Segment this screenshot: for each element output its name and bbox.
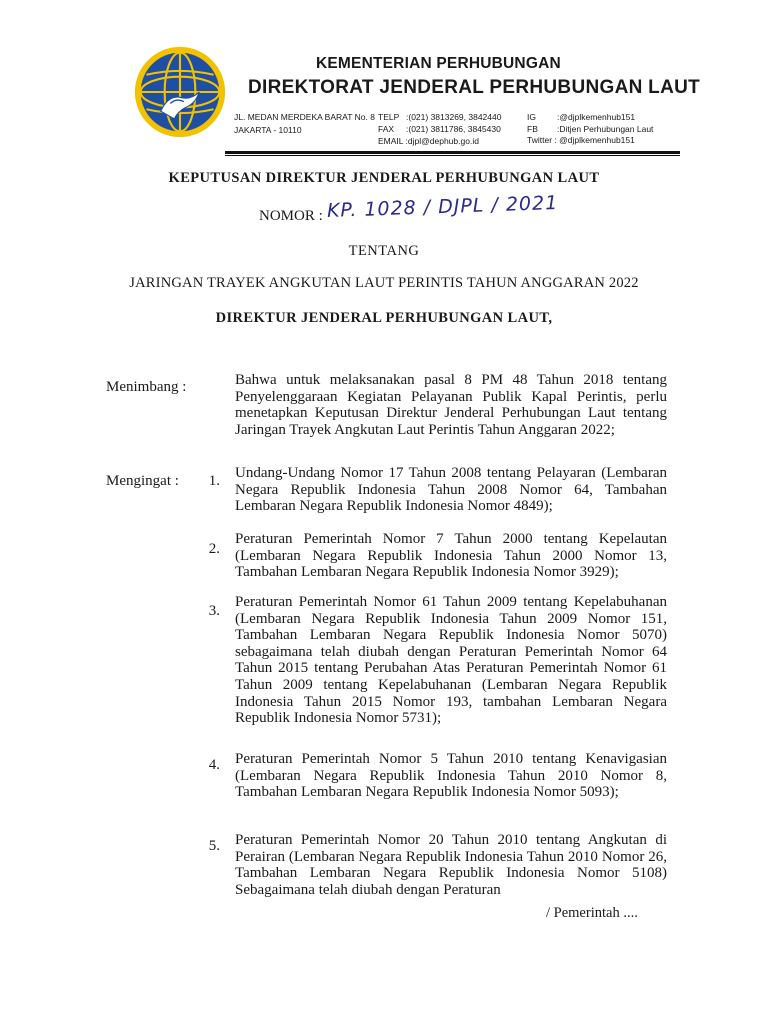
list-item: Undang-Undang Nomor 17 Tahun 2008 tentang Pelayaran (Lembaran Negara Republik Indonesia Tahun 2008 Nomor 64, Tambahan Lembaran Negara Republik Indonesia Nomor 4849); xyxy=(235,465,667,515)
list-item-number: 5. xyxy=(208,838,220,854)
list-item-number: 2. xyxy=(208,541,220,557)
list-item: Peraturan Pemerintah Nomor 20 Tahun 2010 tentang Angkutan di Perairan (Lembaran Negara Republik Indonesia Tahun 2010 Nomor 26, Tambahan Lembaran Negara Republik Indonesia Nomor 5108) Sebagaimana telah diubah dengan Peraturan xyxy=(235,832,667,898)
mengingat-label: Mengingat : xyxy=(106,473,179,489)
telp-label: TELP xyxy=(378,112,400,122)
directorate-name: DIREKTORAT JENDERAL PERHUBUNGAN LAUT xyxy=(248,77,701,98)
letterhead-divider-thin xyxy=(225,155,680,156)
letterhead-divider-thick xyxy=(225,151,680,154)
address-line-2: JAKARTA - 10110 xyxy=(234,125,302,135)
facebook-value: :Ditjen Perhubungan Laut xyxy=(557,124,654,134)
facebook-label: FB xyxy=(527,124,538,134)
nomor-handwritten-value: KP. 1028 / DJPL / 2021 xyxy=(326,191,559,222)
twitter-contact: Twitter : @djplkemenhub151 xyxy=(527,135,635,145)
list-item-number: 3. xyxy=(208,603,220,619)
decree-subject: JARINGAN TRAYEK ANGKUTAN LAUT PERINTIS TAHUN ANGGARAN 2022 xyxy=(129,275,639,291)
list-item: Peraturan Pemerintah Nomor 7 Tahun 2000 tentang Kepelautan (Lembaran Negara Republik Indonesia Tahun 2000 Nomor 13, Tambahan Lembaran Negara Republik Indonesia Nomor 3929); xyxy=(235,531,667,581)
nomor-label: NOMOR : xyxy=(259,208,323,224)
instagram-label: IG xyxy=(527,112,536,122)
instagram-value: :@djplkemenhub151 xyxy=(557,112,636,122)
ministry-name: KEMENTERIAN PERHUBUNGAN xyxy=(316,55,561,72)
fax-label: FAX xyxy=(378,124,395,134)
menimbang-label: Menimbang : xyxy=(106,379,187,395)
telp-value: :(021) 3813269, 3842440 xyxy=(406,112,502,122)
director-heading: DIREKTUR JENDERAL PERHUBUNGAN LAUT, xyxy=(215,310,553,326)
page-continuation: / Pemerintah .... xyxy=(546,905,638,921)
ministry-logo-icon xyxy=(132,44,228,140)
decree-title: KEPUTUSAN DIREKTUR JENDERAL PERHUBUNGAN LAUT xyxy=(168,170,600,186)
email-contact: EMAIL :djpl@dephub.go.id xyxy=(378,136,479,146)
address-line-1: JL. MEDAN MERDEKA BARAT No. 8 xyxy=(234,112,375,122)
list-item-number: 1. xyxy=(208,473,220,489)
list-item: Peraturan Pemerintah Nomor 5 Tahun 2010 tentang Kenavigasian (Lembaran Negara Republik Indonesia Tahun 2010 Nomor 8, Tambahan Lembaran Negara Republik Indonesia Nomor 5093); xyxy=(235,751,667,801)
menimbang-text: Bahwa untuk melaksanakan pasal 8 PM 48 Tahun 2018 tentang Penyelenggaraan Kegiatan Pelayanan Publik Kapal Perintis, perlu menetapkan Keputusan Direktur Jenderal Perhubungan Laut tentang Jaringan Trayek Angkutan Laut Perintis Tahun Anggaran 2022; xyxy=(235,372,667,438)
tentang-heading: TENTANG xyxy=(348,243,420,259)
list-item: Peraturan Pemerintah Nomor 61 Tahun 2009 tentang Kepelabuhanan (Lembaran Negara Republik Indonesia Tahun 2009 Nomor 151, Tambahan Lembaran Negara Republik Indonesia Nomor 5070) sebagaimana telah diubah dengan Peraturan Pemerintah Nomor 64 Tahun 2015 tentang Perubahan Atas Peraturan Pemerintah Nomor 61 Tahun 2009 tentang Kepelabuhanan (Lembaran Negara Republik Indonesia Tahun 2015 Nomor 193, tambahan Lembaran Negara Republik Indonesia Nomor 5731); xyxy=(235,594,667,727)
list-item-number: 4. xyxy=(208,757,220,773)
fax-value: :(021) 3811786, 3845430 xyxy=(406,124,501,134)
